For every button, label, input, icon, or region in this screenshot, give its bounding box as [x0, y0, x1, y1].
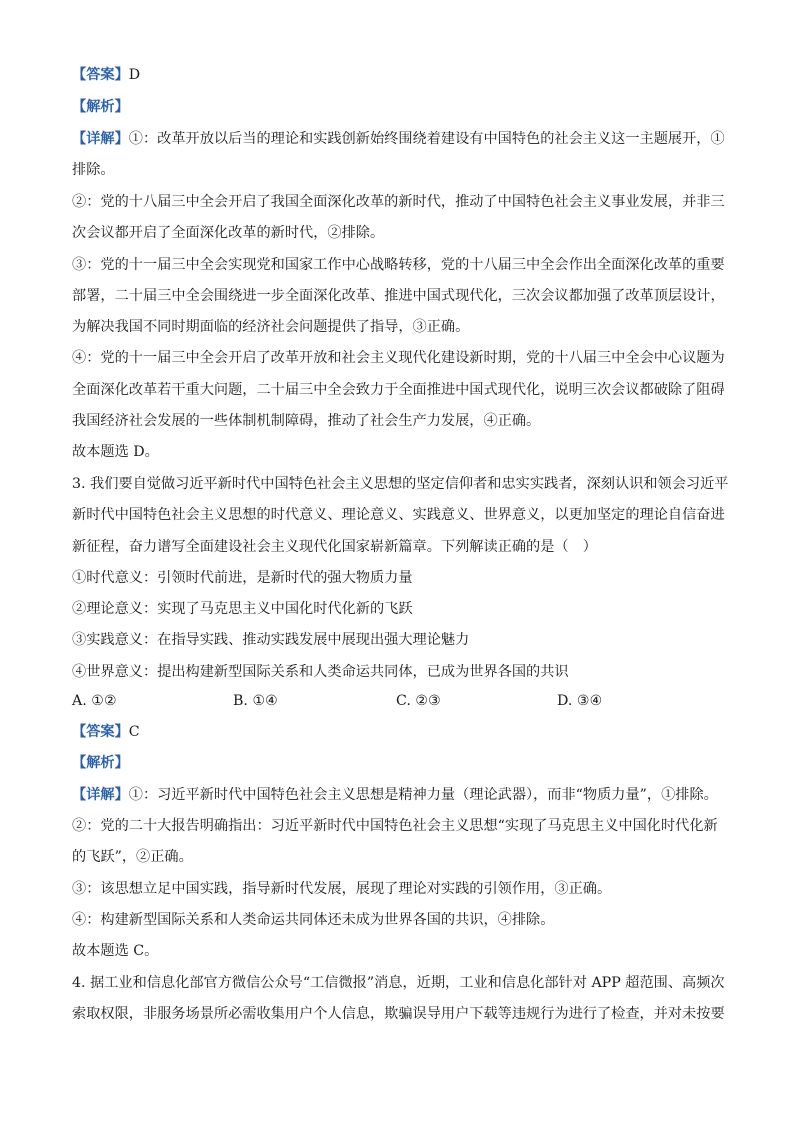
analysis-heading: 【解析】 — [72, 99, 129, 115]
question-stem-line: 索取权限，非服务场景所必需收集用户个人信息，欺骗误导用户下载等违规行为进行了检查，并对未按要 — [72, 1006, 725, 1022]
conclusion-line: 故本题选 D。 — [72, 444, 159, 460]
detail-line: 为解决我国不同时期面临的经济社会问题提供了指导，③正确。 — [72, 319, 470, 335]
detail-line: 次会议都开启了全面深化改革的新时代，②排除。 — [72, 225, 385, 241]
option-a: A. ①② — [72, 693, 117, 709]
answer-value: C — [128, 724, 140, 740]
detail-line: ④：构建新型国际关系和人类命运共同体还未成为世界各国的共识，④排除。 — [72, 912, 555, 928]
detail-line: ③：该思想立足中国实践，指导新时代发展，展现了理论对实践的引领作用，③正确。 — [72, 881, 612, 897]
detail-tag: 【详解】 — [72, 787, 129, 803]
answer-tag: 【答案】 — [72, 67, 129, 83]
statement-item: ④世界意义：提出构建新型国际关系和人类命运共同体，已成为世界各国的共识 — [72, 664, 569, 680]
detail-line: 【详解】①：习近平新时代中国特色社会主义思想是精神力量（理论武器），而非“物质力量”，①排除。 — [72, 787, 718, 803]
question-stem-line: 4. 据工业和信息化部官方微信公众号“工信微报”消息，近期，工业和信息化部针对 APP 超范围、高频次 — [72, 975, 725, 991]
detail-line: ②：党的二十大报告明确指出：习近平新时代中国特色社会主义思想“实现了马克思主义中国化时代化新 — [72, 818, 718, 834]
statement-item: ②理论意义：实现了马克思主义中国化时代化新的飞跃 — [72, 601, 413, 617]
detail-tag: 【详解】 — [72, 131, 129, 147]
detail-line: 全面深化改革若干重大问题，二十届三中全会致力于全面推进中国式现代化，说明三次会议都破除了阻碍 — [72, 382, 725, 398]
option-c: C. ②③ — [396, 693, 441, 709]
detail-line: 的飞跃”，②正确。 — [72, 849, 193, 865]
statement-item: ①时代意义：引领时代前进，是新时代的强大物质力量 — [72, 570, 413, 586]
detail-line: ③：党的十一届三中全会实现党和国家工作中心战略转移，党的十八届三中全会作出全面深化改革的重要 — [72, 257, 725, 273]
question-stem-line: 新时代中国特色社会主义思想的时代意义、理论意义、实践意义、世界意义，以更加坚定的理论自信奋进 — [72, 507, 725, 523]
detail-line: 我国经济社会发展的一些体制机制障碍，推动了社会生产力发展，④正确。 — [72, 413, 541, 429]
question-stem-line: 新征程，奋力谱写全面建设社会主义现代化国家崭新篇章。下列解读正确的是（ ） — [72, 539, 597, 555]
detail-line: ②：党的十八届三中全会开启了我国全面深化改革的新时代，推动了中国特色社会主义事业发展，并非三 — [72, 194, 725, 210]
question-stem-line: 3. 我们要自觉做习近平新时代中国特色社会主义思想的坚定信仰者和忠实实践者，深刻认识和领会习近平 — [72, 476, 729, 492]
option-b: B. ①④ — [233, 693, 278, 709]
answer-tag: 【答案】 — [72, 724, 129, 740]
answer-line — [72, 64, 732, 86]
detail-line: 部署，二十届三中全会围绕进一步全面深化改革、推进中国式现代化，三次会议都加强了改革顶层设计， — [72, 288, 725, 304]
statement-item: ③实践意义：在指导实践、推动实践发展中展现出强大理论魅力 — [72, 632, 470, 648]
option-d: D. ③④ — [557, 693, 603, 709]
answer-value: D — [128, 67, 141, 83]
analysis-heading: 【解析】 — [72, 755, 129, 771]
answer-line — [72, 721, 732, 743]
conclusion-line: 故本题选 C。 — [72, 943, 159, 959]
detail-line: 【详解】①：改革开放以后当的理论和实践创新始终围绕着建设有中国特色的社会主义这一主题展开，① — [72, 131, 725, 147]
detail-line: 排除。 — [72, 162, 115, 178]
detail-line: ④：党的十一届三中全会开启了改革开放和社会主义现代化建设新时期，党的十八届三中全会中心议题为 — [72, 350, 725, 366]
